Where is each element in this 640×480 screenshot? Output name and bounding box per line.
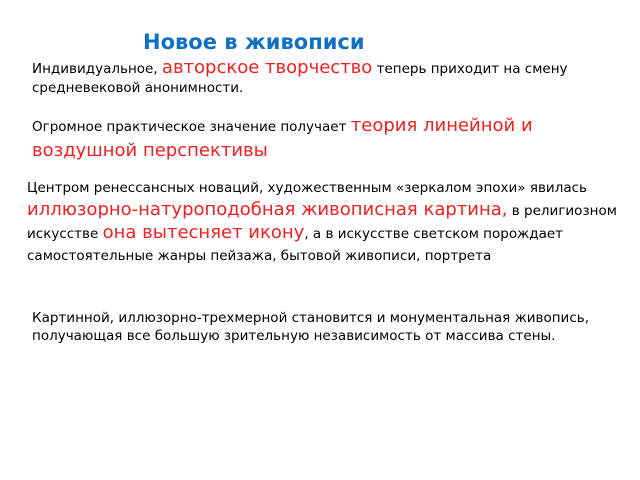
paragraph-perspective bbox=[32, 114, 622, 164]
highlight-text: иллюзорно-натуроподобная живописная картина, bbox=[27, 199, 508, 220]
paragraph-text: Огромное практическое значение получает bbox=[32, 119, 351, 135]
paragraph-text: Индивидуальное, bbox=[32, 61, 162, 77]
highlight-text: авторское творчество bbox=[161, 57, 373, 78]
paragraph-monumental bbox=[32, 309, 622, 345]
highlight-text: теория линейной и воздушной перспективы bbox=[32, 115, 533, 161]
slide-title: Новое в живописи bbox=[143, 30, 365, 54]
paragraph-painting bbox=[27, 177, 632, 267]
paragraph-text: Центром ренессансных новаций, художественным «зеркалом эпохи» явилась bbox=[27, 180, 587, 196]
paragraph-text: , а в искусстве светском порождает самостоятельные жанры пейзажа, бытовой живописи, портрета bbox=[27, 226, 564, 264]
paragraph-authorship bbox=[32, 58, 622, 98]
paragraph-text: Картинной, иллюзорно-трехмерной становится и монументальная живопись, получающая все большую зрительную независимость от массива стены. bbox=[32, 310, 590, 344]
highlight-text: она вытесняет икону bbox=[102, 222, 305, 243]
paragraph-text: теперь приходит на смену средневековой анонимности. bbox=[32, 61, 568, 96]
paragraph-text: в религиозном искусстве bbox=[27, 203, 617, 242]
